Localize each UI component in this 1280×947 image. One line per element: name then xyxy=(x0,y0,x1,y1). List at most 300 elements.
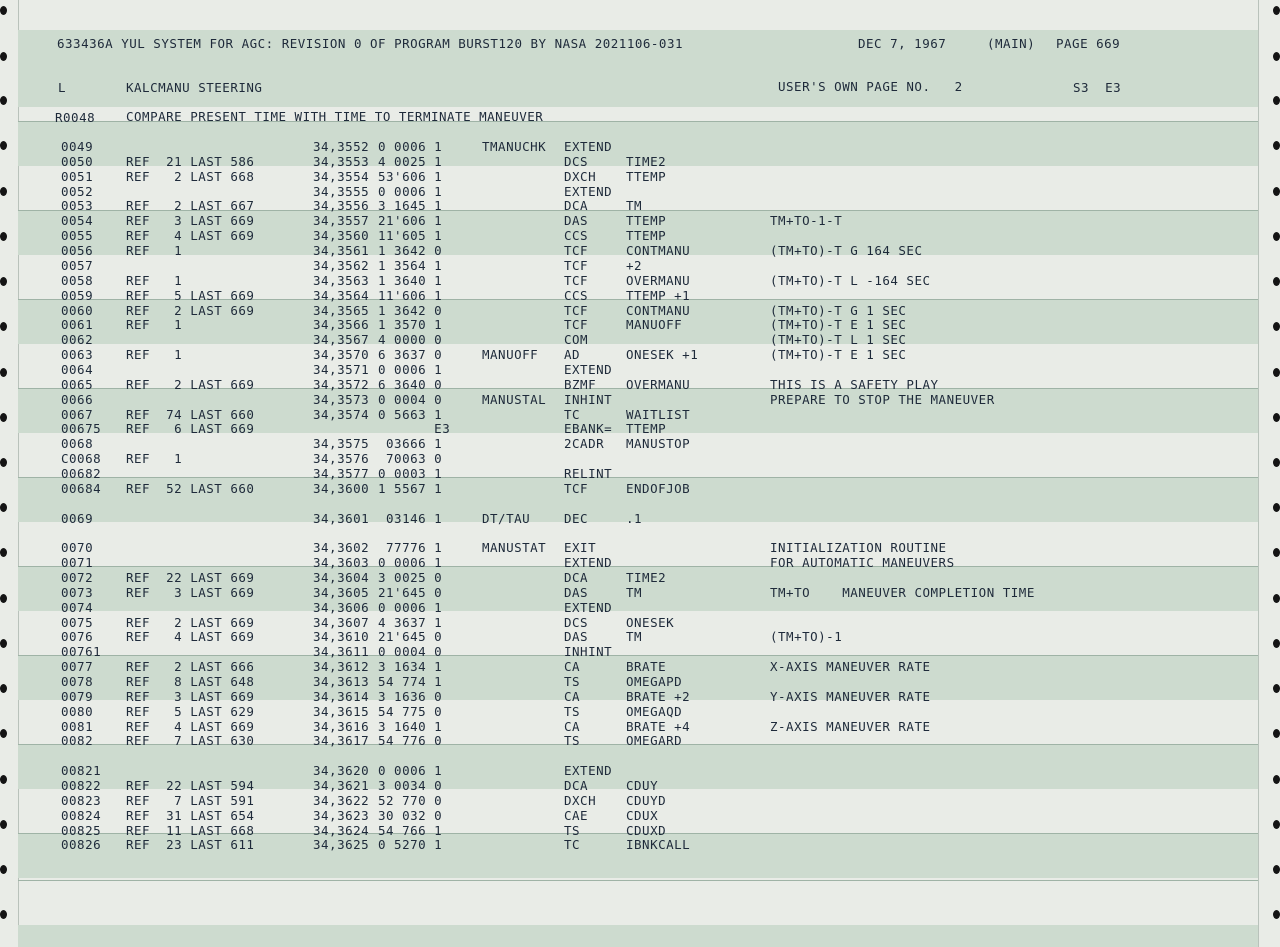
address: 34,3601 xyxy=(313,510,370,526)
line-number: 0053 xyxy=(61,198,94,214)
octal-word: 1 3640 1 xyxy=(378,272,443,288)
opcode: EXTEND xyxy=(564,763,613,779)
feed-hole xyxy=(1273,232,1280,241)
feed-hole xyxy=(1273,368,1280,377)
user-page-number: USER'S OWN PAGE NO. 2 xyxy=(778,79,963,94)
octal-word: 54 775 0 xyxy=(378,703,443,719)
octal-word: 3 1634 1 xyxy=(378,659,443,675)
feed-hole xyxy=(0,503,7,512)
address: 34,3620 xyxy=(313,763,370,779)
line-number: 0080 xyxy=(61,703,94,719)
octal-word: 21'645 0 xyxy=(378,629,443,645)
feed-hole xyxy=(0,910,7,919)
feed-hole xyxy=(0,865,7,874)
opcode: DCS xyxy=(564,614,589,630)
operand: ONESEK xyxy=(626,614,675,630)
operand: ENDOFJOB xyxy=(626,480,691,496)
address: 34,3616 xyxy=(313,718,370,734)
octal-word: 0 0003 1 xyxy=(378,465,443,481)
operand: TIME2 xyxy=(626,153,667,169)
operand: CONTMANU xyxy=(626,302,691,318)
ref-column: REF 52 LAST 660 xyxy=(126,480,255,496)
opcode: TC xyxy=(564,837,581,853)
address: 34,3623 xyxy=(313,807,370,823)
ref-column: REF 3 LAST 669 xyxy=(126,584,255,600)
feed-hole xyxy=(1273,458,1280,467)
address: 34,3614 xyxy=(313,688,370,704)
line-number: 00684 xyxy=(61,480,102,496)
opcode: TC xyxy=(564,406,581,422)
feed-hole xyxy=(1273,820,1280,829)
address: 34,3602 xyxy=(313,540,370,556)
ref-column: REF 2 LAST 666 xyxy=(126,659,255,675)
log-marker: L xyxy=(58,80,67,95)
opcode: DXCH xyxy=(564,168,597,184)
operand: BRATE +2 xyxy=(626,688,691,704)
octal-word: 3 0025 0 xyxy=(378,569,443,585)
octal-word: 3 1645 1 xyxy=(378,198,443,214)
comment: X-AXIS MANEUVER RATE xyxy=(770,659,931,675)
address: 34,3613 xyxy=(313,674,370,689)
feed-hole xyxy=(0,368,7,377)
ref-column: REF 7 LAST 630 xyxy=(126,733,255,749)
ref-column: REF 2 LAST 669 xyxy=(126,376,255,392)
operand: WAITLIST xyxy=(626,406,691,422)
address: 34,3570 xyxy=(313,347,370,362)
line-number: 0061 xyxy=(61,317,94,333)
operand: IBNKCALL xyxy=(626,837,691,853)
operand: OMEGARD xyxy=(626,733,683,749)
opcode: INHINT xyxy=(564,391,613,407)
feed-hole xyxy=(1273,6,1280,15)
line-number: 00825 xyxy=(61,822,102,838)
comment: Z-AXIS MANEUVER RATE xyxy=(770,718,931,734)
address: 34,3563 xyxy=(313,272,370,288)
operand: CONTMANU xyxy=(626,243,691,258)
octal-word: 3 0034 0 xyxy=(378,778,443,793)
address: 34,3555 xyxy=(313,183,370,199)
symbol-label: TMANUCHK xyxy=(482,139,547,154)
section-tags: S3 E3 xyxy=(1073,80,1122,95)
address: 34,3567 xyxy=(313,332,370,348)
feed-hole xyxy=(1273,52,1280,61)
feed-hole xyxy=(1273,322,1280,331)
remark-text: COMPARE PRESENT TIME WITH TIME TO TERMINATE MANEUVER xyxy=(126,109,544,124)
operand: TTEMP xyxy=(626,421,667,437)
octal-word: 3 1636 0 xyxy=(378,688,443,704)
opcode: CA xyxy=(564,718,581,734)
line-number: 00822 xyxy=(61,778,102,793)
operand: OVERMANU xyxy=(626,272,691,288)
operand: TTEMP xyxy=(626,168,667,184)
opcode: TS xyxy=(564,822,581,838)
address: 34,3624 xyxy=(313,822,370,838)
symbol-label: MANUSTAL xyxy=(482,391,547,407)
address: 34,3603 xyxy=(313,555,370,571)
line-number: 00821 xyxy=(61,763,102,779)
line-number: 0073 xyxy=(61,584,94,600)
ref-column: REF 2 LAST 667 xyxy=(126,198,255,214)
octal-word: 0 0006 1 xyxy=(378,555,443,571)
operand: OMEGAQD xyxy=(626,703,683,719)
feed-hole xyxy=(1273,413,1280,422)
octal-word: 4 0025 1 xyxy=(378,153,443,169)
address: 34,3607 xyxy=(313,614,370,630)
comment: PREPARE TO STOP THE MANEUVER xyxy=(770,391,995,407)
address: 34,3610 xyxy=(313,629,370,645)
opcode: DCA xyxy=(564,778,589,793)
right-page-edge xyxy=(1258,0,1259,947)
ref-column: REF 1 xyxy=(126,243,183,258)
octal-word: 52 770 0 xyxy=(378,792,443,808)
octal-word: 0 0004 0 xyxy=(378,644,443,660)
opcode: RELINT xyxy=(564,465,613,481)
ref-column: REF 2 LAST 668 xyxy=(126,168,255,184)
line-number: 0078 xyxy=(61,674,94,689)
ref-column: REF 11 LAST 668 xyxy=(126,822,255,838)
line-number: 0059 xyxy=(61,287,94,303)
feed-hole xyxy=(0,141,7,150)
address: 34,3561 xyxy=(313,243,370,258)
line-number: 0060 xyxy=(61,302,94,318)
feed-hole xyxy=(1273,639,1280,648)
line-number: 0067 xyxy=(61,406,94,422)
feed-hole xyxy=(0,775,7,784)
octal-word: 3 1640 1 xyxy=(378,718,443,734)
octal-word: 21'645 0 xyxy=(378,584,443,600)
feed-hole xyxy=(1273,910,1280,919)
opcode: EXIT xyxy=(564,540,597,556)
comment: (TM+TO)-T G 1 SEC xyxy=(770,302,907,318)
opcode: DXCH xyxy=(564,792,597,808)
octal-word: 03146 1 xyxy=(378,510,443,526)
opcode: INHINT xyxy=(564,644,613,660)
line-number: 00761 xyxy=(61,644,102,660)
feed-hole xyxy=(0,52,7,61)
comment: (TM+TO)-T E 1 SEC xyxy=(770,317,907,333)
operand: +2 xyxy=(626,257,643,273)
feed-hole xyxy=(0,322,7,331)
ref-column: REF 4 LAST 669 xyxy=(126,629,255,645)
octal-word: 1 3642 0 xyxy=(378,302,443,318)
octal-word: 11'605 1 xyxy=(378,228,443,244)
line-number: 0076 xyxy=(61,629,94,645)
feed-hole xyxy=(1273,548,1280,557)
line-number: 00682 xyxy=(61,465,102,481)
opcode: BZMF xyxy=(564,376,597,392)
operand: TM xyxy=(626,584,643,600)
feed-hole xyxy=(1273,684,1280,693)
operand: BRATE xyxy=(626,659,667,675)
line-number: 0065 xyxy=(61,376,94,392)
opcode: DCS xyxy=(564,153,589,169)
opcode: CAE xyxy=(564,807,589,823)
octal-word: 0 0006 1 xyxy=(378,599,443,615)
operand: ONESEK +1 xyxy=(626,347,699,362)
address: 34,3574 xyxy=(313,406,370,422)
line-number: 0072 xyxy=(61,569,94,585)
opcode: EXTEND xyxy=(564,599,613,615)
ref-column: REF 31 LAST 654 xyxy=(126,807,255,823)
address: 34,3556 xyxy=(313,198,370,214)
line-number: C0068 xyxy=(61,451,102,467)
line-number: 0049 xyxy=(61,139,94,154)
ref-column: REF 23 LAST 611 xyxy=(126,837,255,853)
octal-word: 6 3637 0 xyxy=(378,347,443,362)
address: 34,3621 xyxy=(313,778,370,793)
line-number: 00675 xyxy=(61,421,102,437)
octal-word: 11'606 1 xyxy=(378,287,443,303)
opcode: COM xyxy=(564,332,589,348)
operand: MANUOFF xyxy=(626,317,683,333)
feed-hole xyxy=(1273,277,1280,286)
address: 34,3605 xyxy=(313,584,370,600)
line-number: 00823 xyxy=(61,792,102,808)
ref-column: REF 1 xyxy=(126,272,183,288)
address: 34,3617 xyxy=(313,733,370,749)
address: 34,3552 xyxy=(313,139,370,154)
ref-column: REF 2 LAST 669 xyxy=(126,302,255,318)
address: 34,3562 xyxy=(313,257,370,273)
opcode: TCF xyxy=(564,302,589,318)
opcode: CCS xyxy=(564,287,589,303)
address: 34,3625 xyxy=(313,837,370,853)
comment: (TM+TO)-T E 1 SEC xyxy=(770,347,907,362)
opcode: TCF xyxy=(564,480,589,496)
ref-column: REF 4 LAST 669 xyxy=(126,718,255,734)
octal-word: E3 xyxy=(378,421,451,437)
band-rule xyxy=(18,655,1258,656)
section-title: KALCMANU STEERING xyxy=(126,80,263,95)
operand: TTEMP +1 xyxy=(626,287,691,303)
octal-word: 54 774 1 xyxy=(378,674,443,689)
octal-word: 6 3640 0 xyxy=(378,376,443,392)
opcode: TCF xyxy=(564,272,589,288)
opcode: CA xyxy=(564,659,581,675)
ref-column: REF 1 xyxy=(126,317,183,333)
line-number: 0054 xyxy=(61,213,94,229)
comment: Y-AXIS MANEUVER RATE xyxy=(770,688,931,704)
octal-word: 0 0006 1 xyxy=(378,361,443,377)
ref-column: REF 6 LAST 669 xyxy=(126,421,255,437)
feed-hole xyxy=(1273,594,1280,603)
opcode: EXTEND xyxy=(564,555,613,571)
comment: THIS IS A SAFETY PLAY xyxy=(770,376,939,392)
octal-word: 77776 1 xyxy=(378,540,443,556)
feed-hole xyxy=(0,639,7,648)
octal-word: 54 776 0 xyxy=(378,733,443,749)
address: 34,3612 xyxy=(313,659,370,675)
line-number: 0058 xyxy=(61,272,94,288)
comment: TM+TO MANEUVER COMPLETION TIME xyxy=(770,584,1035,600)
ref-column: REF 3 LAST 669 xyxy=(126,688,255,704)
feed-hole xyxy=(0,232,7,241)
symbol-label: MANUSTAT xyxy=(482,540,547,556)
stripe-band xyxy=(18,925,1258,947)
line-number: 00824 xyxy=(61,807,102,823)
ref-column: REF 74 LAST 660 xyxy=(126,406,255,422)
line-number: 0082 xyxy=(61,733,94,749)
feed-hole xyxy=(1273,865,1280,874)
opcode: DAS xyxy=(564,213,589,229)
operand: TIME2 xyxy=(626,569,667,585)
feed-hole xyxy=(1273,503,1280,512)
feed-hole xyxy=(1273,141,1280,150)
opcode: DEC xyxy=(564,510,589,526)
operand: TTEMP xyxy=(626,228,667,244)
band-rule xyxy=(18,566,1258,567)
address: 34,3566 xyxy=(313,317,370,333)
feed-hole xyxy=(0,187,7,196)
octal-word: 0 0006 1 xyxy=(378,139,443,154)
operand: CDUYD xyxy=(626,792,667,808)
address: 34,3572 xyxy=(313,376,370,392)
address: 34,3622 xyxy=(313,792,370,808)
opcode: TCF xyxy=(564,257,589,273)
octal-word: 4 0000 0 xyxy=(378,332,443,348)
line-number: 0056 xyxy=(61,243,94,258)
remark-id: R0048 xyxy=(55,110,96,125)
ref-column: REF 1 xyxy=(126,347,183,362)
ref-column: REF 7 LAST 591 xyxy=(126,792,255,808)
operand: BRATE +4 xyxy=(626,718,691,734)
ref-column: REF 21 LAST 586 xyxy=(126,153,255,169)
comment: (TM+TO)-T G 164 SEC xyxy=(770,243,923,258)
operand: .1 xyxy=(626,510,643,526)
opcode: CA xyxy=(564,688,581,704)
listing-date: DEC 7, 1967 xyxy=(858,36,947,51)
ref-column: REF 3 LAST 669 xyxy=(126,213,255,229)
ref-column: REF 22 LAST 594 xyxy=(126,778,255,793)
opcode: DCA xyxy=(564,569,589,585)
operand: CDUX xyxy=(626,807,659,823)
opcode: EBANK= xyxy=(564,421,613,437)
octal-word: 4 3637 1 xyxy=(378,614,443,630)
address: 34,3560 xyxy=(313,228,370,244)
line-number: 0064 xyxy=(61,361,94,377)
feed-hole xyxy=(0,729,7,738)
octal-word: 1 3642 0 xyxy=(378,243,443,258)
octal-word: 54 766 1 xyxy=(378,822,443,838)
operand: CDUXD xyxy=(626,822,667,838)
address: 34,3606 xyxy=(313,599,370,615)
ref-column: REF 4 LAST 669 xyxy=(126,228,255,244)
ref-column: REF 1 xyxy=(126,451,183,467)
octal-word: 53'606 1 xyxy=(378,168,443,184)
octal-word: 0 0006 1 xyxy=(378,183,443,199)
operand: OMEGAPD xyxy=(626,674,683,689)
opcode: TCF xyxy=(564,243,589,258)
feed-hole xyxy=(1273,775,1280,784)
address: 34,3576 xyxy=(313,451,370,467)
feed-hole xyxy=(1273,729,1280,738)
line-number: 0062 xyxy=(61,332,94,348)
address: 34,3577 xyxy=(313,465,370,481)
feed-hole xyxy=(0,458,7,467)
address: 34,3571 xyxy=(313,361,370,377)
symbol-label: MANUOFF xyxy=(482,347,539,362)
address: 34,3564 xyxy=(313,287,370,303)
feed-hole xyxy=(0,277,7,286)
address: 34,3611 xyxy=(313,644,370,660)
address: 34,3557 xyxy=(313,213,370,229)
opcode: DAS xyxy=(564,629,589,645)
line-number: 0068 xyxy=(61,436,94,452)
feed-hole xyxy=(0,548,7,557)
line-number: 0081 xyxy=(61,718,94,734)
ref-column: REF 5 LAST 629 xyxy=(126,703,255,719)
feed-hole xyxy=(0,684,7,693)
opcode: TCF xyxy=(564,317,589,333)
opcode: CCS xyxy=(564,228,589,244)
line-number: 0066 xyxy=(61,391,94,407)
line-number: 00826 xyxy=(61,837,102,853)
octal-word: 1 5567 1 xyxy=(378,480,443,496)
operand: TTEMP xyxy=(626,213,667,229)
ref-column: REF 22 LAST 669 xyxy=(126,569,255,585)
octal-word: 0 0004 0 xyxy=(378,391,443,407)
address: 34,3554 xyxy=(313,168,370,184)
line-number: 0069 xyxy=(61,510,94,526)
address: 34,3600 xyxy=(313,480,370,496)
feed-hole xyxy=(1273,187,1280,196)
band-rule xyxy=(18,477,1258,478)
feed-hole xyxy=(0,6,7,15)
line-number: 0055 xyxy=(61,228,94,244)
opcode: EXTEND xyxy=(564,361,613,377)
operand: CDUY xyxy=(626,778,659,793)
line-number: 0075 xyxy=(61,614,94,630)
line-number: 0057 xyxy=(61,257,94,273)
listing-mode: (MAIN) xyxy=(987,36,1036,51)
address: 34,3575 xyxy=(313,436,370,452)
opcode: TS xyxy=(564,703,581,719)
feed-hole xyxy=(1273,96,1280,105)
feed-hole xyxy=(0,594,7,603)
operand: MANUSTOP xyxy=(626,436,691,452)
line-number: 0071 xyxy=(61,555,94,571)
line-number: 0074 xyxy=(61,599,94,615)
comment: TM+TO-1-T xyxy=(770,213,843,229)
address: 34,3565 xyxy=(313,302,370,318)
octal-word: 1 3570 1 xyxy=(378,317,443,333)
operand: TM xyxy=(626,629,643,645)
comment: FOR AUTOMATIC MANEUVERS xyxy=(770,555,955,571)
feed-hole xyxy=(0,96,7,105)
comment: (TM+TO)-T L -164 SEC xyxy=(770,272,931,288)
opcode: DCA xyxy=(564,198,589,214)
address: 34,3553 xyxy=(313,153,370,169)
band-rule xyxy=(18,880,1258,881)
ref-column: REF 2 LAST 669 xyxy=(126,614,255,630)
address: 34,3615 xyxy=(313,703,370,719)
operand: TM xyxy=(626,198,643,214)
page-number: PAGE 669 xyxy=(1056,36,1121,51)
opcode: AD xyxy=(564,347,581,362)
opcode: DAS xyxy=(564,584,589,600)
operand: OVERMANU xyxy=(626,376,691,392)
octal-word: 1 3564 1 xyxy=(378,257,443,273)
comment: (TM+TO)-T L 1 SEC xyxy=(770,332,907,348)
program-title: 633436A YUL SYSTEM FOR AGC: REVISION 0 OF PROGRAM BURST120 BY NASA 2021106-031 xyxy=(57,36,683,51)
comment: (TM+TO)-1 xyxy=(770,629,843,645)
opcode: EXTEND xyxy=(564,183,613,199)
line-number: 0052 xyxy=(61,183,94,199)
octal-word: 03666 1 xyxy=(378,436,443,452)
octal-word: 0 5270 1 xyxy=(378,837,443,853)
feed-hole xyxy=(0,820,7,829)
line-number: 0070 xyxy=(61,540,94,556)
